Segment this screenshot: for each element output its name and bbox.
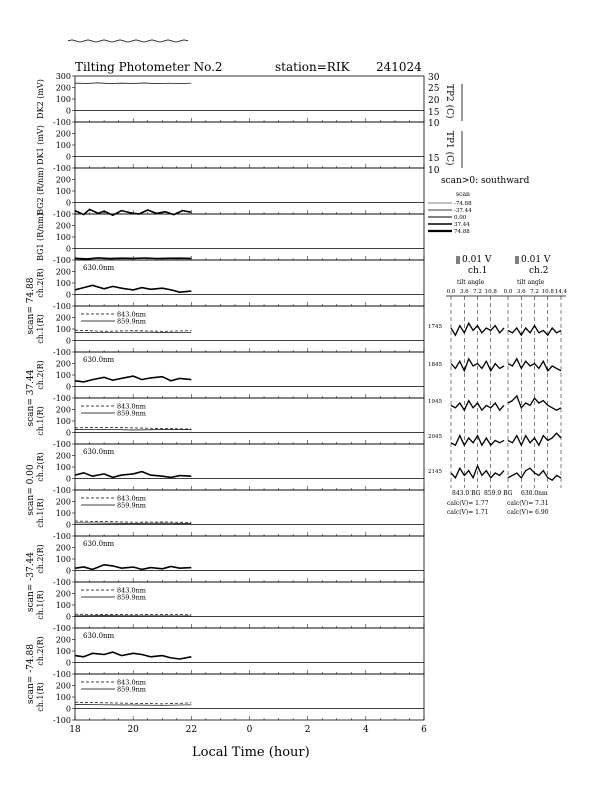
x-tick-label: 22: [185, 725, 198, 735]
y-tick-label: 100: [55, 601, 71, 610]
panel-s5ch2: [36, 628, 424, 679]
inset-legend-label: 0.00: [454, 215, 467, 221]
legend-label: 859.9nm: [117, 317, 146, 326]
y-tick-label: -100: [53, 164, 71, 173]
tilt-tick-label: 7.2: [530, 289, 539, 295]
panel-ylabel: BG1 (R/nm): [36, 213, 45, 261]
panel-wavelength-label: 630.0nm: [83, 632, 115, 640]
series-line: [75, 427, 191, 429]
panel-wavelength-label: 630.0nm: [83, 448, 115, 456]
y-tick-label: 200: [55, 221, 71, 231]
inset-time-label: 2145: [428, 469, 442, 475]
panel-frame: [75, 260, 424, 306]
y-tick-label: 0: [65, 336, 71, 346]
series-line: [75, 376, 191, 382]
tilt-tick-label: 7.2: [473, 289, 482, 295]
tilt-tick-label: 10.8: [541, 289, 554, 295]
legend-label: 843.0nm: [117, 494, 146, 503]
y-tick-label: 0: [65, 474, 71, 484]
y-tick-label: 100: [55, 233, 71, 242]
panel-ylabel: ch.2(R): [36, 636, 45, 666]
y-tick-label: 100: [55, 463, 71, 472]
x-axis-ticks: [69, 725, 427, 735]
y-tick-label: -100: [53, 716, 71, 725]
series-line: [75, 565, 191, 570]
panel-frame: [75, 444, 424, 490]
legend-label: 859.9nm: [117, 593, 146, 602]
panel-s1ch1: [36, 306, 424, 357]
inset-time-label: 1845: [428, 362, 442, 368]
y-tick-label: -100: [53, 256, 71, 265]
y-tick-label: 200: [55, 681, 71, 691]
scan-group-label: scan= 74.88: [26, 277, 36, 335]
y-tick-label: 100: [55, 371, 71, 380]
scan-group-label: scan= 0.00: [26, 464, 36, 516]
y-tick-label: 0: [65, 290, 71, 300]
y-tick-label: 200: [55, 405, 71, 415]
y-tick-label: -100: [53, 348, 71, 357]
panel-s2ch2: [36, 352, 424, 403]
y-tick-label: 200: [55, 497, 71, 507]
x-tick-label: 20: [127, 725, 139, 735]
scan-group-label: scan= -37.44: [26, 551, 36, 613]
inset-legend-label: 37.44: [454, 222, 470, 228]
tilt-tick-label: 3.6: [516, 289, 526, 295]
y-tick-label: 200: [55, 129, 71, 139]
inset-direction-label: scan>0: southward: [441, 176, 530, 186]
y-tick-label: -100: [53, 624, 71, 633]
panel-s2ch1: [36, 398, 424, 449]
y-tick-label: 100: [55, 279, 71, 288]
y-tick-label: -100: [53, 670, 71, 679]
series-line: [75, 705, 191, 706]
inset-legend-label: -37.44: [454, 208, 472, 214]
y-tick-label: 100: [55, 141, 71, 150]
panel-ylabel: ch.2(R): [36, 452, 45, 482]
panel-wavelength-label: 630.0nm: [83, 264, 115, 272]
y-tick-label: -100: [53, 532, 71, 541]
panel-ylabel: ch.1(R): [36, 498, 45, 528]
panel-ylabel: ch.2(R): [36, 544, 45, 574]
y-tick-label: 200: [55, 267, 71, 277]
panel-frame: [75, 214, 424, 260]
right-axis-tick: 25: [428, 84, 440, 94]
inset-time-label: 2045: [428, 434, 442, 440]
right-axis-tick: 10: [428, 119, 440, 129]
y-tick-label: 100: [55, 693, 71, 702]
tp1-axis-label: TP1 (C): [444, 131, 454, 166]
y-tick-label: 100: [55, 647, 71, 656]
legend-label: 859.9nm: [117, 409, 146, 418]
y-tick-label: -100: [53, 486, 71, 495]
ch1-scale-bar: [457, 256, 459, 264]
y-tick-label: 200: [55, 175, 71, 185]
series-line: [75, 330, 191, 331]
figure-title: Tilting Photometer No.2: [75, 60, 223, 74]
y-tick-label: 0: [65, 520, 71, 530]
y-tick-label: -100: [53, 394, 71, 403]
panel-wavelength-label: 630.0nm: [83, 540, 115, 548]
series-line: [75, 614, 191, 615]
calib-ch1-line2: calc(V)= 1.71: [447, 509, 489, 516]
x-tick-label: 6: [421, 725, 427, 735]
series-line: [75, 285, 191, 292]
y-tick-label: 0: [65, 106, 71, 116]
panel-dk1: [36, 122, 424, 173]
ch2-label: ch.2: [529, 266, 549, 276]
y-tick-label: 200: [55, 359, 71, 369]
y-tick-label: 100: [55, 509, 71, 518]
series-line: [75, 258, 191, 259]
right-axis-tick: 15: [428, 108, 440, 118]
panel-s1ch2: [36, 260, 424, 311]
right-axis-tick: 15: [428, 154, 440, 164]
inset-legend-title: scan: [456, 191, 470, 198]
panel-frame: [75, 122, 424, 168]
y-tick-label: 300: [55, 72, 71, 81]
y-tick-label: 200: [55, 635, 71, 645]
x-tick-label: 18: [69, 725, 81, 735]
x-tick-label: 4: [362, 725, 369, 735]
legend-label: 843.0nm: [117, 402, 146, 411]
panel-ylabel: ch.1(R): [36, 406, 45, 436]
y-tick-label: -100: [53, 578, 71, 587]
y-tick-label: -100: [53, 440, 71, 449]
y-tick-label: -100: [53, 302, 71, 311]
panel-ylabel: ch.1(R): [36, 682, 45, 712]
y-tick-label: -100: [53, 210, 71, 219]
inset-legend-label: 74.88: [454, 229, 470, 235]
ch1-tilt-label: tilt angle: [457, 279, 485, 286]
legend-label: 859.9nm: [117, 685, 146, 694]
panel-ylabel: ch.2(R): [36, 360, 45, 390]
y-tick-label: 0: [65, 704, 71, 714]
y-tick-label: 200: [55, 83, 71, 93]
tilt-tick-label: 14.4: [554, 289, 568, 295]
inset-time-label: 1745: [428, 324, 442, 330]
right-axis-tick: 10: [428, 166, 440, 176]
panel-dk2: [36, 72, 424, 127]
inset-bottom-label: 843.0 BG: [452, 490, 481, 497]
calib-ch2-line1: calc(V)= 7.31: [507, 500, 549, 507]
y-tick-label: -100: [53, 118, 71, 127]
y-tick-label: 100: [55, 555, 71, 564]
legend-label: 843.0nm: [117, 310, 146, 319]
panel-frame: [75, 628, 424, 674]
station-label: station=RIK: [275, 60, 350, 74]
series-line: [75, 472, 191, 478]
panel-s4ch2: [36, 536, 424, 587]
panel-s5ch1: [36, 674, 424, 725]
y-tick-label: 100: [55, 417, 71, 426]
series-line: [75, 83, 191, 84]
series-line: [75, 521, 191, 522]
legend-label: 843.0nm: [117, 678, 146, 687]
scan-group-label: scan= -74.88: [26, 643, 36, 705]
calib-ch1-line1: calc(V)= 1.77: [447, 500, 489, 507]
tilt-tick-label: 0.0: [446, 289, 456, 295]
date-label: 241024: [376, 60, 422, 74]
time-series-panels: [26, 72, 424, 725]
y-tick-label: 0: [65, 244, 71, 254]
y-tick-label: 100: [55, 325, 71, 334]
y-tick-label: 0: [65, 428, 71, 438]
panel-bg2: [36, 167, 424, 219]
y-tick-label: 200: [55, 543, 71, 553]
panel-ylabel: DK1 (mV): [36, 125, 45, 165]
series-line: [75, 429, 191, 430]
right-axis-tick: 30: [428, 73, 440, 83]
inset-plot: [428, 289, 568, 488]
panel-ylabel: ch.1(R): [36, 590, 45, 620]
inset-legend-label: -74.88: [454, 201, 472, 207]
series-line: [75, 523, 191, 524]
y-tick-label: 0: [65, 566, 71, 576]
ch2-tilt-label: tilt angle: [517, 279, 545, 286]
panel-ylabel: BG2 (R/nm): [36, 167, 45, 215]
panel-wavelength-label: 630.0nm: [83, 356, 115, 364]
ch2-scale-bar: [516, 256, 518, 264]
y-tick-label: 0: [65, 198, 71, 208]
y-tick-label: 0: [65, 152, 71, 162]
y-tick-label: 0: [65, 612, 71, 622]
panel-s4ch1: [36, 582, 424, 633]
header-scribble: [68, 40, 188, 42]
x-axis-label: Local Time (hour): [192, 745, 310, 760]
series-line: [75, 332, 191, 333]
y-tick-label: 100: [55, 187, 71, 196]
panel-ylabel: ch.1(R): [36, 314, 45, 344]
legend-label: 859.9nm: [117, 501, 146, 510]
inset-time-label: 1945: [428, 399, 442, 405]
ch1-scale-label: 0.01 V: [462, 255, 492, 265]
panel-ylabel: ch.2(R): [36, 268, 45, 298]
tilt-tick-label: 0.0: [503, 289, 513, 295]
y-tick-label: 0: [65, 382, 71, 392]
tilt-tick-label: 10.8: [484, 289, 497, 295]
panel-frame: [75, 168, 424, 214]
x-tick-label: 0: [246, 725, 253, 735]
inset-bottom-label: 859.9 BG: [484, 490, 513, 497]
panel-frame: [75, 352, 424, 398]
panel-s3ch1: [36, 490, 424, 541]
inset-legend: [428, 201, 472, 235]
right-axis-tick: 20: [428, 96, 440, 106]
y-tick-label: 100: [55, 95, 71, 104]
series-line: [75, 652, 191, 659]
scan-group-label: scan= 37.44: [26, 369, 36, 427]
ch1-label: ch.1: [468, 266, 488, 276]
panel-frame: [75, 536, 424, 582]
tilt-tick-label: 3.6: [459, 289, 469, 295]
y-tick-label: 200: [55, 313, 71, 323]
y-tick-label: 0: [65, 658, 71, 668]
panel-s3ch2: [36, 444, 424, 495]
x-tick-label: 2: [304, 725, 311, 735]
inset-bottom-label: 630.0nm: [521, 490, 548, 497]
calib-ch2-line2: calc(V)= 6.90: [507, 509, 549, 516]
ch2-scale-label: 0.01 V: [521, 255, 551, 265]
series-line: [75, 702, 191, 704]
panel-ylabel: DK2 (mV): [36, 79, 45, 119]
legend-label: 843.0nm: [117, 586, 146, 595]
y-tick-label: 200: [55, 451, 71, 461]
tp2-axis-label: TP2 (C): [444, 84, 454, 119]
y-tick-label: 200: [55, 589, 71, 599]
panel-bg1: [36, 213, 424, 265]
